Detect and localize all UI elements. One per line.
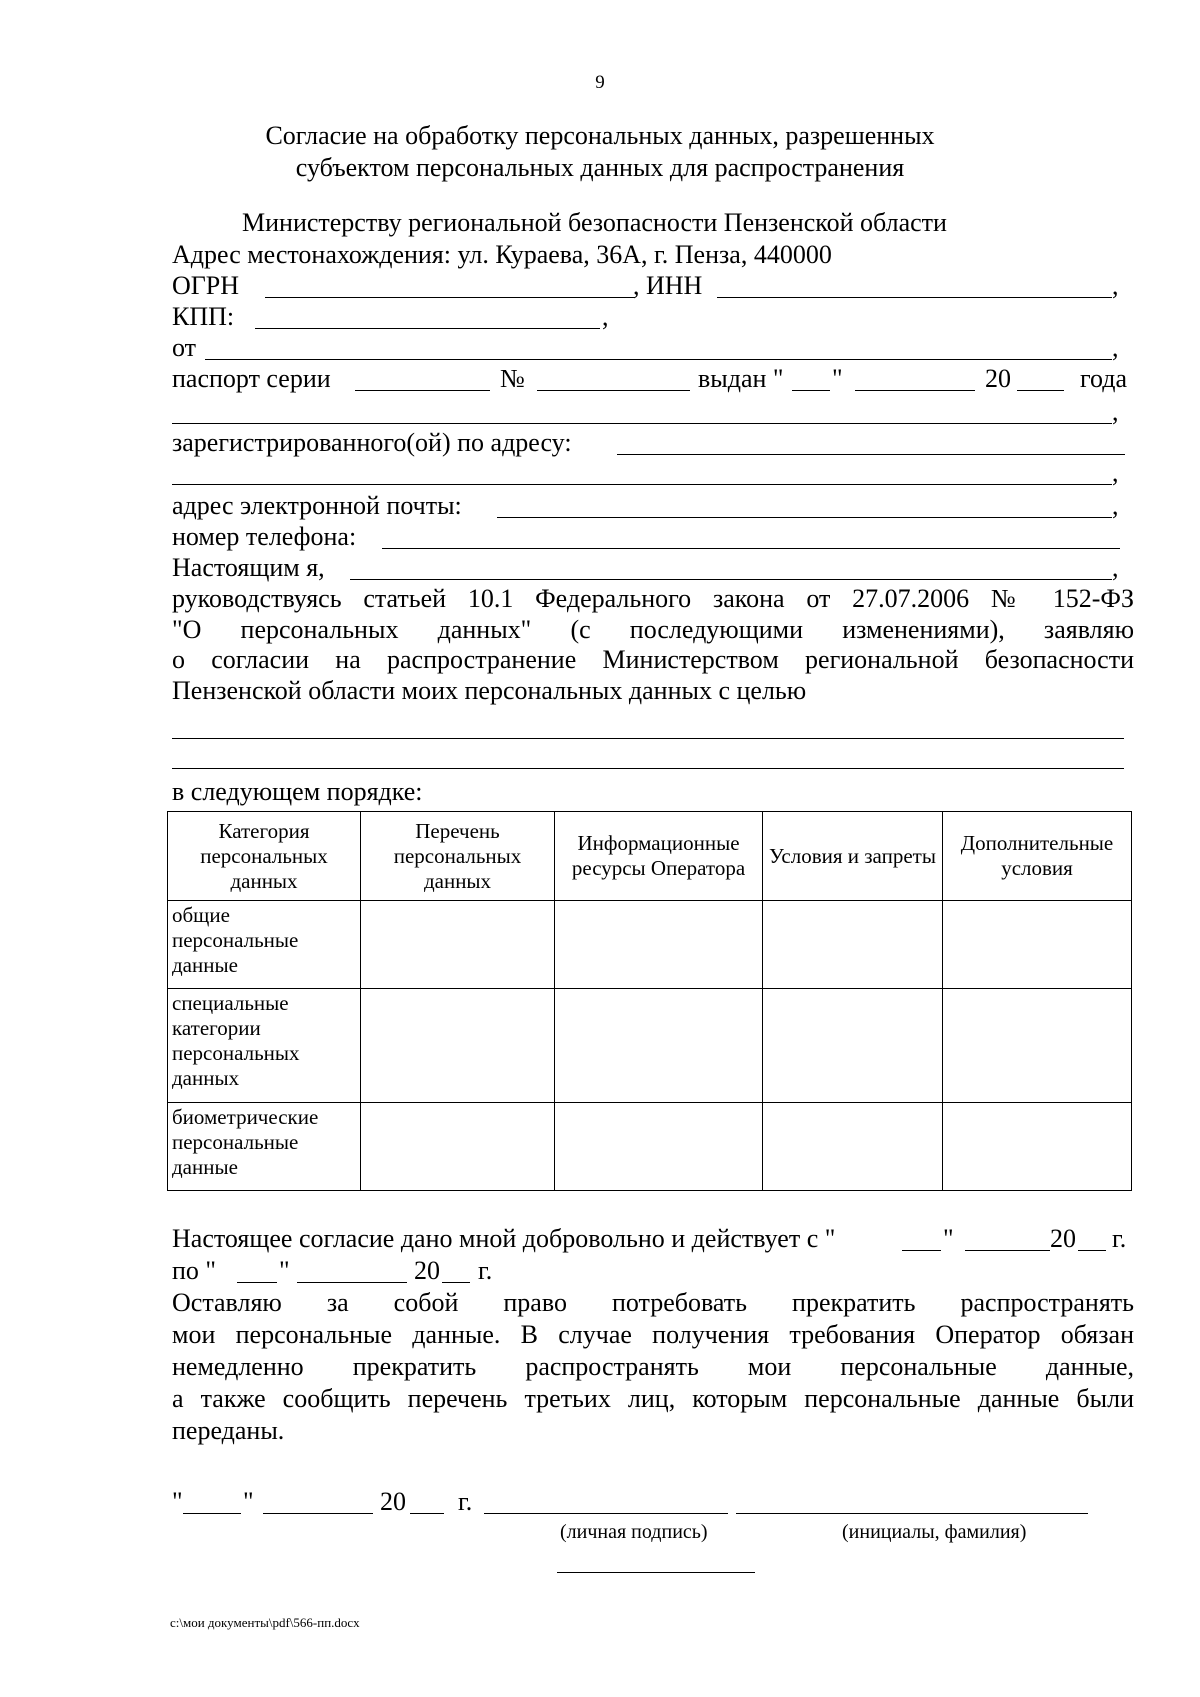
paragraph-line: Пензенской области моих персональных данных с целью: [172, 675, 807, 705]
table-row: [168, 901, 1132, 989]
row-category: биометрические персональные данные: [168, 1103, 361, 1191]
year-label: г.: [1112, 1224, 1127, 1253]
registered-address-field[interactable]: [617, 454, 1125, 455]
comma: ,: [1112, 397, 1119, 426]
table-header: Категория персональных данных: [168, 812, 361, 901]
row-category: специальные категории персональных данных: [168, 989, 361, 1103]
paragraph-line: немедленно прекратить распространять мои персональные данные,: [172, 1352, 1134, 1381]
passport-issuer-field[interactable]: [172, 423, 1112, 424]
century: 20: [1050, 1224, 1076, 1253]
paragraph-line: руководствуясь статьей 10.1 Федерального закона от 27.07.2006 № 152-ФЗ: [172, 584, 1134, 613]
registered-label: зарегистрированного(ой) по адресу:: [172, 428, 572, 457]
purpose-field[interactable]: [172, 738, 1124, 739]
century: 20: [380, 1487, 406, 1516]
ogrn-field[interactable]: [265, 297, 635, 298]
sign-caption: (личная подпись): [560, 1521, 708, 1543]
email-label: адрес электронной почты:: [172, 491, 462, 520]
quote: ": [832, 364, 843, 393]
table-cell[interactable]: [555, 1103, 763, 1191]
issue-month-field[interactable]: [855, 390, 975, 391]
valid-from-day-field[interactable]: [902, 1250, 941, 1251]
valid-to-year-field[interactable]: [442, 1282, 470, 1283]
table-row: [168, 1103, 1132, 1191]
full-name-field[interactable]: [205, 359, 1112, 360]
phone-label: номер телефона:: [172, 522, 357, 551]
table-cell[interactable]: [763, 901, 943, 989]
year-label: г.: [458, 1487, 473, 1516]
signature-day-field[interactable]: [183, 1513, 241, 1514]
century: 20: [985, 364, 1011, 393]
number-sign: №: [500, 364, 525, 393]
quote: ": [943, 1224, 954, 1253]
comma: ,: [1112, 458, 1119, 487]
open-quote: ": [172, 1487, 183, 1516]
table-cell[interactable]: [361, 989, 555, 1103]
signature-year-field[interactable]: [410, 1513, 444, 1514]
issue-day-field[interactable]: [792, 390, 830, 391]
validity-label: Настоящее согласие дано мной добровольно и действует с ": [172, 1224, 836, 1253]
table-cell[interactable]: [763, 1103, 943, 1191]
comma: ,: [602, 302, 609, 331]
quote: ": [279, 1256, 290, 1285]
consent-table: [167, 811, 1132, 1191]
table-cell[interactable]: [361, 901, 555, 989]
kpp-label: КПП:: [172, 302, 235, 331]
comma: ,: [1112, 271, 1119, 300]
issue-year-field[interactable]: [1017, 390, 1064, 391]
registered-address-field-2[interactable]: [172, 484, 1112, 485]
ogrn-label: ОГРН: [172, 271, 240, 300]
signature-month-field[interactable]: [263, 1513, 373, 1514]
table-header: Дополнительные условия: [943, 812, 1132, 901]
table-cell[interactable]: [943, 1103, 1132, 1191]
recipient: Министерству региональной безопасности Пензенской области: [242, 208, 947, 237]
paragraph-line: мои персональные данные. В случае получения требования Оператор обязан: [172, 1320, 1134, 1349]
table-cell[interactable]: [943, 989, 1132, 1103]
table-cell[interactable]: [555, 901, 763, 989]
footnote-separator: [557, 1572, 755, 1573]
table-header: Условия и запреты: [763, 812, 943, 901]
hereby-label: Настоящим я,: [172, 553, 325, 582]
paragraph-line: о согласии на распространение Министерством региональной безопасности: [172, 645, 1134, 674]
name-caption: (инициалы, фамилия): [842, 1521, 1027, 1543]
revocation-paragraph: [172, 1287, 1134, 1447]
issued-label: выдан ": [698, 364, 784, 393]
comma: ,: [1112, 491, 1119, 520]
table-cell[interactable]: [943, 901, 1132, 989]
valid-to-month-field[interactable]: [297, 1282, 407, 1283]
signature-field[interactable]: [484, 1513, 728, 1514]
row-category: общие персональные данные: [168, 901, 361, 989]
operator-address: Адрес местонахождения: ул. Кураева, 36А, г. Пенза, 440000: [172, 240, 832, 269]
phone-field[interactable]: [382, 548, 1120, 549]
inn-field[interactable]: [717, 297, 1112, 298]
table-row: [168, 989, 1132, 1103]
table-header: Перечень персональных данных: [361, 812, 555, 901]
from-label: от: [172, 333, 197, 362]
comma: ,: [1112, 553, 1119, 582]
consent-paragraph: [172, 584, 1134, 706]
title-line-2: субъектом персональных данных для распространения: [295, 153, 905, 182]
order-label: в следующем порядке:: [172, 777, 423, 806]
year-label: г.: [478, 1256, 493, 1285]
document-title: [150, 120, 1050, 184]
close-quote: ": [243, 1487, 254, 1516]
kpp-field[interactable]: [255, 328, 600, 329]
valid-to-label: по ": [172, 1256, 217, 1285]
century: 20: [414, 1256, 440, 1285]
paragraph-line: а также сообщить перечень третьих лиц, которым персональные данные были: [172, 1384, 1134, 1413]
valid-from-month-field[interactable]: [965, 1250, 1050, 1251]
paragraph-line: переданы.: [172, 1416, 285, 1445]
file-path: c:\мои документы\pdf\566-пп.docx: [170, 1615, 360, 1630]
passport-series-field[interactable]: [355, 390, 490, 391]
declarant-name-field[interactable]: [350, 579, 1112, 580]
passport-number-field[interactable]: [537, 390, 690, 391]
table-header: Информационные ресурсы Оператора: [555, 812, 763, 901]
year-label: года: [1080, 364, 1128, 393]
valid-from-year-field[interactable]: [1078, 1250, 1106, 1251]
initials-surname-field[interactable]: [736, 1513, 1088, 1514]
comma: ,: [1112, 333, 1119, 362]
email-field[interactable]: [497, 517, 1112, 518]
table-cell[interactable]: [361, 1103, 555, 1191]
paragraph-line: "О персональных данных" (с последующими изменениями), заявляю: [172, 614, 1134, 644]
page-number: 9: [595, 72, 605, 93]
valid-to-day-field[interactable]: [237, 1282, 277, 1283]
table-cell[interactable]: [555, 989, 763, 1103]
paragraph-line: Оставляю за собой право потребовать прекратить распространять: [172, 1288, 1134, 1317]
title-line-1: Согласие на обработку персональных данных, разрешенных: [265, 121, 935, 150]
inn-label: , ИНН: [633, 271, 703, 300]
table-cell[interactable]: [763, 989, 943, 1103]
purpose-field-2[interactable]: [172, 768, 1124, 769]
passport-series-label: паспорт серии: [172, 364, 331, 393]
